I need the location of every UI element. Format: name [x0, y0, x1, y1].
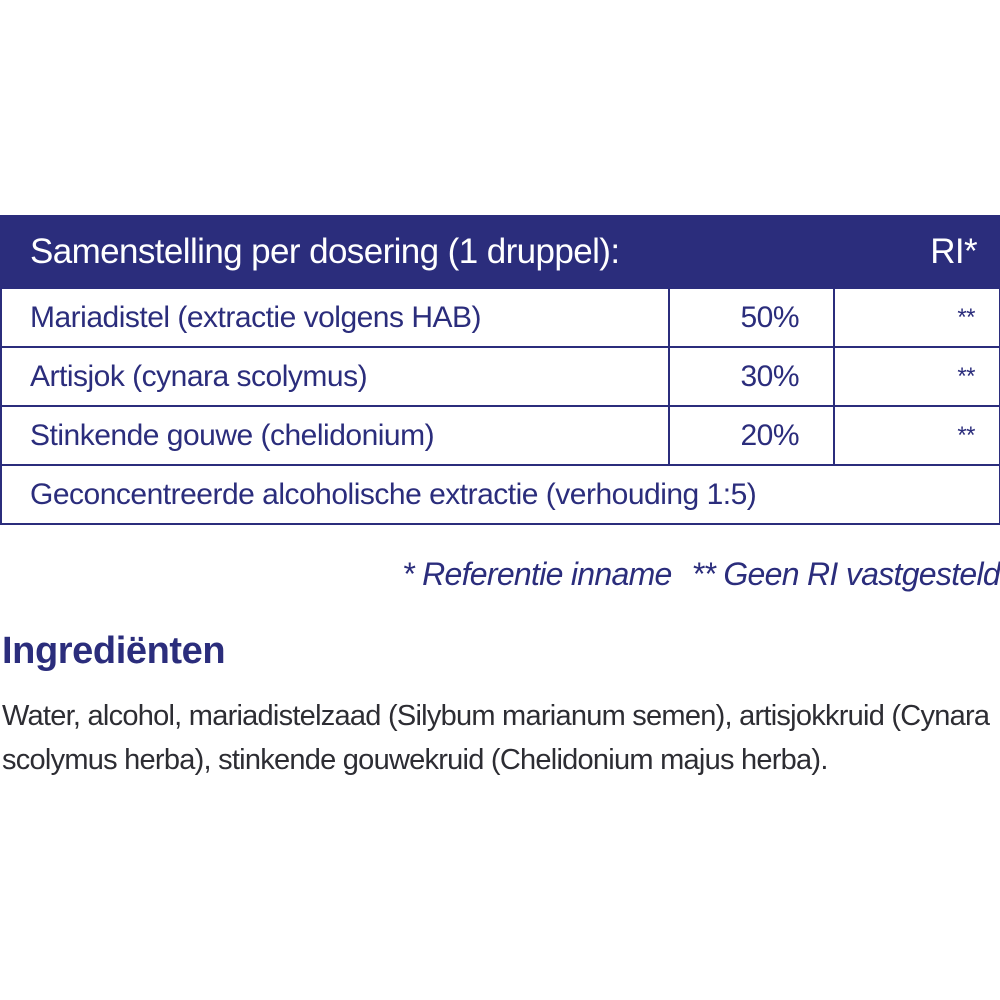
table-row: [1, 288, 1000, 347]
footnotes: [402, 556, 1000, 593]
ingredients-title: Ingrediënten: [2, 630, 226, 672]
table-row: [1, 347, 1000, 406]
composition-table: [0, 215, 1000, 525]
ri-header: RI*: [834, 216, 1000, 288]
ingredient-name: Stinkende gouwe (chelidonium): [1, 406, 669, 465]
footnote-ri: * Referentie inname: [402, 556, 672, 592]
composition-header-label: Samenstelling per dosering (1 druppel):: [1, 216, 834, 288]
ingredient-ri: **: [834, 406, 1000, 465]
ingredient-ri: **: [834, 288, 1000, 347]
composition-header-row: [1, 216, 1000, 288]
footnote-no-ri: ** Geen RI vastgesteld: [691, 556, 1000, 592]
extraction-note: Geconcentreerde alcoholische extractie (verhouding 1:5): [1, 465, 1000, 524]
ingredient-name: Mariadistel (extractie volgens HAB): [1, 288, 669, 347]
ingredient-percent: 20%: [669, 406, 834, 465]
ingredient-percent: 30%: [669, 347, 834, 406]
ingredient-ri: **: [834, 347, 1000, 406]
extraction-note-row: [1, 465, 1000, 524]
ingredient-name: Artisjok (cynara scolymus): [1, 347, 669, 406]
table-row: [1, 406, 1000, 465]
ingredients-text: Water, alcohol, mariadistelzaad (Silybum marianum semen), artisjokkruid (Cynara scolymus herba), stinkende gouwekruid (Chelidonium majus herba).: [2, 700, 990, 776]
ingredient-percent: 50%: [669, 288, 834, 347]
